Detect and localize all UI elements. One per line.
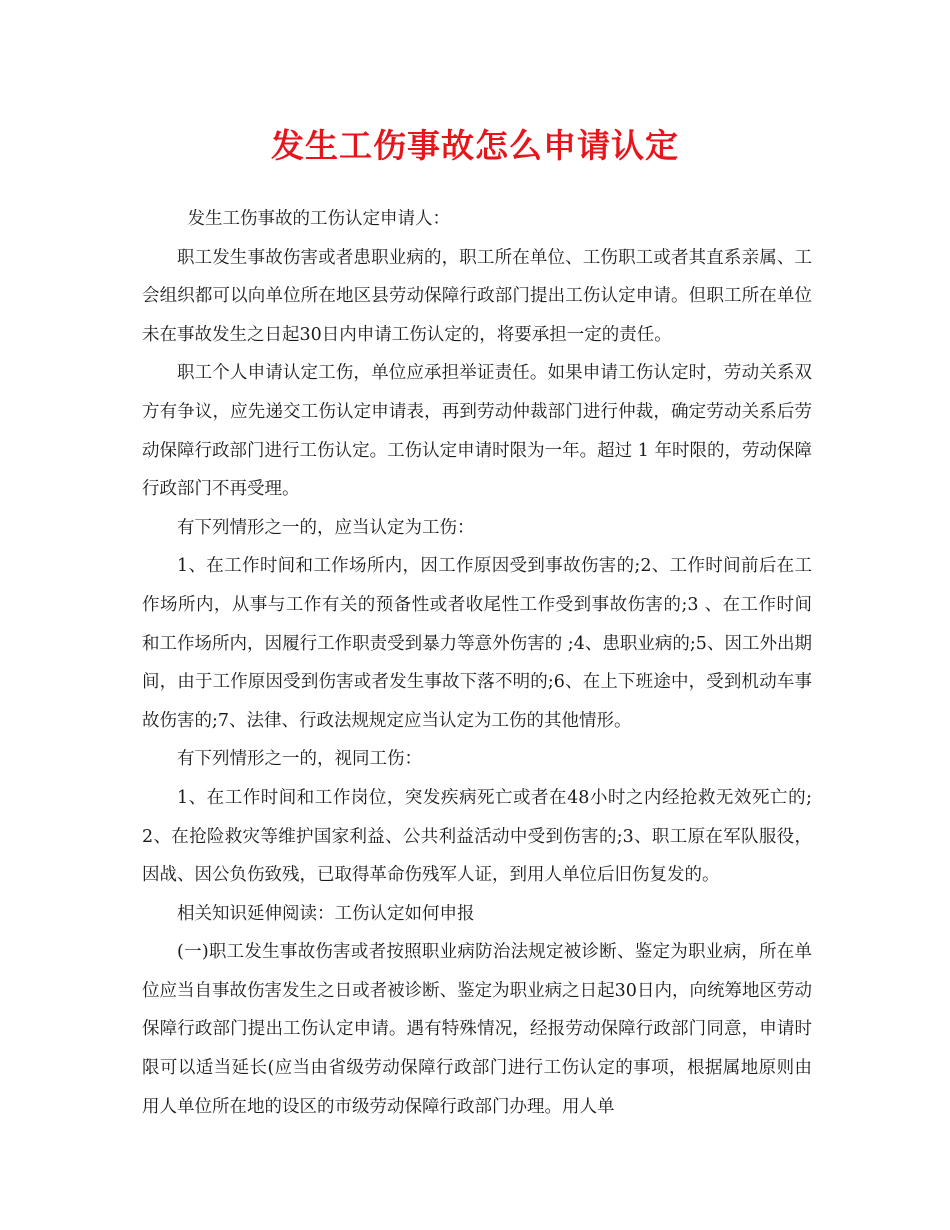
document-title: 发生工伤事故怎么申请认定 [271,126,679,165]
paragraph-injury-cases-heading: 有下列情形之一的，应当认定为工伤： [177,517,475,538]
paragraph-injury-cases: 1、在工作时间和工作场所内，因工作原因受到事故伤害的;2、工作时间前后在工作场所内，从事与工作有关的预备性或者收尾性工作受到事故伤害的;3 、在工作时间和工作场所内，因履行工作职责受到暴力等意外伤害的 ;4、患职业病的;5、因工外出期间，由于工作原因受到伤害或者发生事故下落不明的;6、在上下班途中，受到机动车事故伤害的;7、法律、行政法规规定应当认定为工伤的其他情形。 [142,556,812,731]
paragraph-applicant-heading: 发生工伤事故的工伤认定申请人： [187,209,450,229]
paragraph-application-procedure: (一)职工发生事故伤害或者按照职业病防治法规定被诊断、鉴定为职业病，所在单位应当自事故伤害发生之日或者被诊断、鉴定为职业病之日起30日内，向统筹地区劳动保障行政部门提出工伤认定申请。遇有特殊情况，经报劳动保障行政部门同意，申请时限可以适当延长(应当由省级劳动保障行政部门进行工伤认定的事项，根据属地原则由用人单位所在地的设区的市级劳动保障行政部门办理。用人单 [142,942,812,1117]
paragraph-burden-of-proof: 职工个人申请认定工伤，单位应承担举证责任。如果申请工伤认定时，劳动关系双方有争议，应先递交工伤认定申请表，再到劳动仲裁部门进行仲裁，确定劳动关系后劳动保障行政部门进行工伤认定。工伤认定申请时限为一年。超过 1 年时限的，劳动保障行政部门不再受理。 [142,363,812,500]
paragraph-deemed-injury-heading: 有下列情形之一的，视同工伤： [177,749,422,770]
paragraph-who-can-apply: 职工发生事故伤害或者患职业病的，职工所在单位、工伤职工或者其直系亲属、工会组织都可以向单位所在地区县劳动保障行政部门提出工伤认定申请。但职工所在单位未在事故发生之日起30日内申请工伤认定的，将要承担一定的责任。 [142,247,812,345]
paragraph-deemed-injury-cases: 1、在工作时间和工作岗位，突发疾病死亡或者在48小时之内经抢救无效死亡的;2、在抢险救灾等维护国家利益、公共利益活动中受到伤害的;3、职工原在军队服役，因战、因公负伤致残，已取得革命伤残军人证，到用人单位后旧伤复发的。 [142,787,812,886]
paragraph-further-reading-heading: 相关知识延伸阅读：工伤认定如何申报 [177,903,475,924]
document-body [142,200,812,1126]
